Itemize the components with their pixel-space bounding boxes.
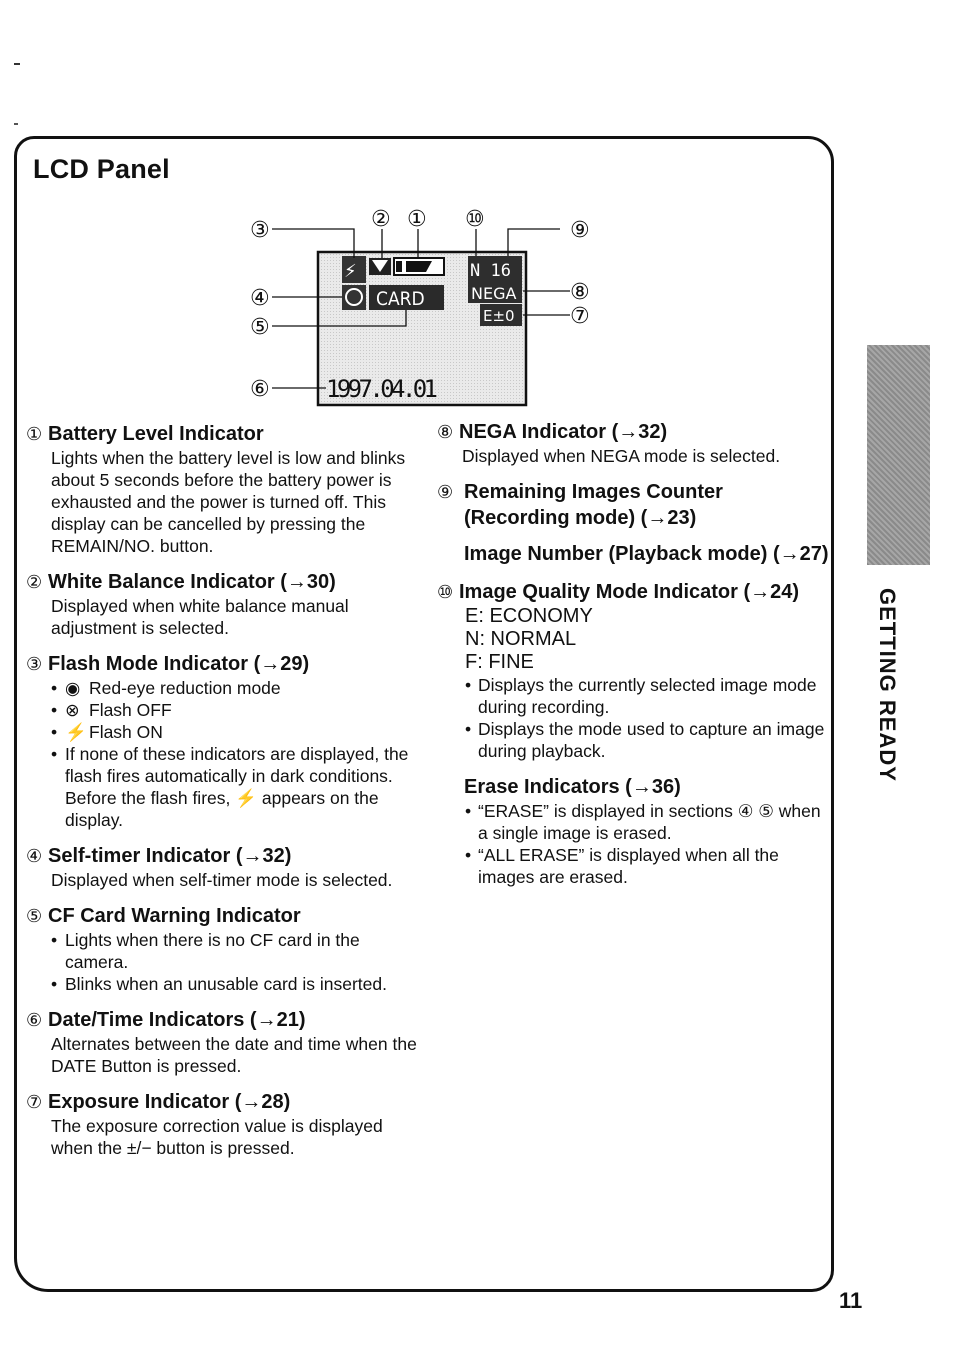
section-title: CF Card Warning Indicator	[48, 905, 301, 927]
card-warning-text: CARD	[376, 288, 425, 310]
bullet-text: Flash ON	[89, 722, 163, 742]
section-body: The exposure correction value is displayed when the ±/− button is pressed.	[51, 1116, 383, 1158]
bullet: •	[51, 930, 58, 950]
section-title: Image Quality Mode Indicator (→24)	[459, 581, 800, 603]
section-remaining-images	[437, 479, 832, 567]
section-number: ③	[26, 654, 43, 674]
section-body: Displayed when self-timer mode is selected.	[51, 870, 393, 890]
section-title: NEGA Indicator (→32)	[459, 421, 668, 443]
section-title: Self-timer Indicator (→32)	[48, 845, 292, 867]
page-title: LCD Panel	[33, 154, 170, 184]
callout-8: ⑧	[570, 280, 590, 305]
section-title: Flash Mode Indicator (→29)	[48, 653, 310, 675]
section-body: Displayed when white balance manual adjustment is selected.	[51, 596, 349, 638]
nega-indicator-text: NEGA	[471, 284, 517, 303]
lcd-diagram	[240, 200, 610, 415]
section-title: Battery Level Indicator	[48, 423, 264, 445]
callout-6: ⑥	[250, 377, 270, 402]
bullet: •	[465, 801, 472, 821]
section-title: Erase Indicators (→36)	[464, 776, 681, 798]
section-self-timer	[26, 843, 426, 891]
scan-mark	[14, 123, 18, 125]
quality-normal: N: NORMAL	[465, 628, 577, 650]
section-number: ⑨	[437, 482, 454, 502]
bullet-text: “ALL ERASE” is displayed when all the images are erased.	[478, 845, 779, 887]
section-exposure	[26, 1089, 426, 1159]
section-number: ⑧	[437, 422, 454, 442]
section-cf-card-warning	[26, 903, 426, 995]
callout-10: ⑩	[465, 207, 485, 232]
section-body: Lights when the battery level is low and blinks about 5 seconds before the battery power is exhausted and the power is turned off. This display can be cancelled by pressing the REMAIN/NO. button.	[51, 448, 406, 556]
bullet-text: Displays the currently selected image mode during recording.	[478, 675, 817, 717]
image-number-heading: Image Number (Playback mode) (→27)	[464, 543, 829, 565]
section-number: ⑦	[26, 1092, 43, 1112]
bullet: •	[465, 719, 472, 739]
left-column	[26, 421, 426, 1171]
quality-counter-text: N 16	[470, 261, 511, 281]
callout-7: ⑦	[570, 304, 590, 329]
bullet: •	[465, 845, 472, 865]
section-number: ⑥	[26, 1010, 43, 1030]
section-number: ⑤	[26, 906, 43, 926]
callout-5: ⑤	[250, 315, 270, 340]
flash-indicator: ⚡	[344, 261, 357, 282]
bullet: •	[51, 744, 58, 764]
quality-economy: E: ECONOMY	[465, 605, 593, 627]
section-white-balance	[26, 569, 426, 639]
section-erase	[437, 774, 832, 888]
callout-1: ①	[407, 207, 427, 232]
section-title: Date/Time Indicators (→21)	[48, 1009, 306, 1031]
bullet-text: “ERASE” is displayed in sections ④ ⑤ when a single image is erased.	[478, 801, 821, 843]
section-title: White Balance Indicator (→30)	[48, 571, 336, 593]
callout-3: ③	[250, 218, 270, 243]
bullet-text: Flash OFF	[89, 700, 172, 720]
exposure-indicator-text: E±0	[483, 307, 515, 325]
bullet-text: Lights when there is no CF card in the camera.	[65, 930, 360, 972]
section-image-quality	[437, 579, 832, 762]
bullet: •	[465, 675, 472, 695]
section-number: ④	[26, 846, 43, 866]
bullet: •	[51, 974, 58, 994]
section-nega	[437, 419, 832, 467]
callout-9: ⑨	[570, 218, 590, 243]
bullet: •	[51, 722, 58, 742]
bullet-text: Red-eye reduction mode	[89, 678, 281, 698]
section-number: ①	[26, 424, 43, 444]
callout-4: ④	[250, 286, 270, 311]
section-body: Displayed when NEGA mode is selected.	[462, 446, 781, 466]
callout-2: ②	[371, 207, 391, 232]
bullet: •	[51, 700, 58, 720]
flash-off-icon: ⊗	[65, 700, 80, 720]
section-flash-mode	[26, 651, 426, 831]
bullet: •	[51, 678, 58, 698]
page-number: 11	[839, 1288, 863, 1313]
section-date-time	[26, 1007, 426, 1077]
bullet-text: Blinks when an unusable card is inserted.	[65, 974, 387, 994]
section-title: Remaining Images Counter (Recording mode) (→23)	[464, 481, 723, 529]
side-label	[866, 588, 900, 788]
section-tab	[867, 345, 930, 565]
bullet-text: Displays the mode used to capture an image during playback.	[478, 719, 825, 761]
section-title: Exposure Indicator (→28)	[48, 1091, 291, 1113]
red-eye-icon: ◉	[65, 678, 81, 698]
flash-on-icon: ⚡	[65, 722, 87, 742]
section-number: ⑩	[437, 582, 454, 602]
quality-fine: F: FINE	[465, 651, 534, 673]
section-body: Alternates between the date and time when the DATE Button is pressed.	[51, 1034, 417, 1076]
scan-mark	[14, 63, 20, 65]
section-battery	[26, 421, 426, 557]
right-column	[437, 419, 832, 900]
bullet-text: If none of these indicators are displayed, the flash fires automatically in dark conditions. Before the flash fires, ⚡ appears on the display.	[65, 744, 409, 830]
section-number: ②	[26, 572, 43, 592]
date-indicator: 1997.04.01	[326, 375, 438, 403]
side-label-text: GETTING READY	[875, 588, 900, 782]
